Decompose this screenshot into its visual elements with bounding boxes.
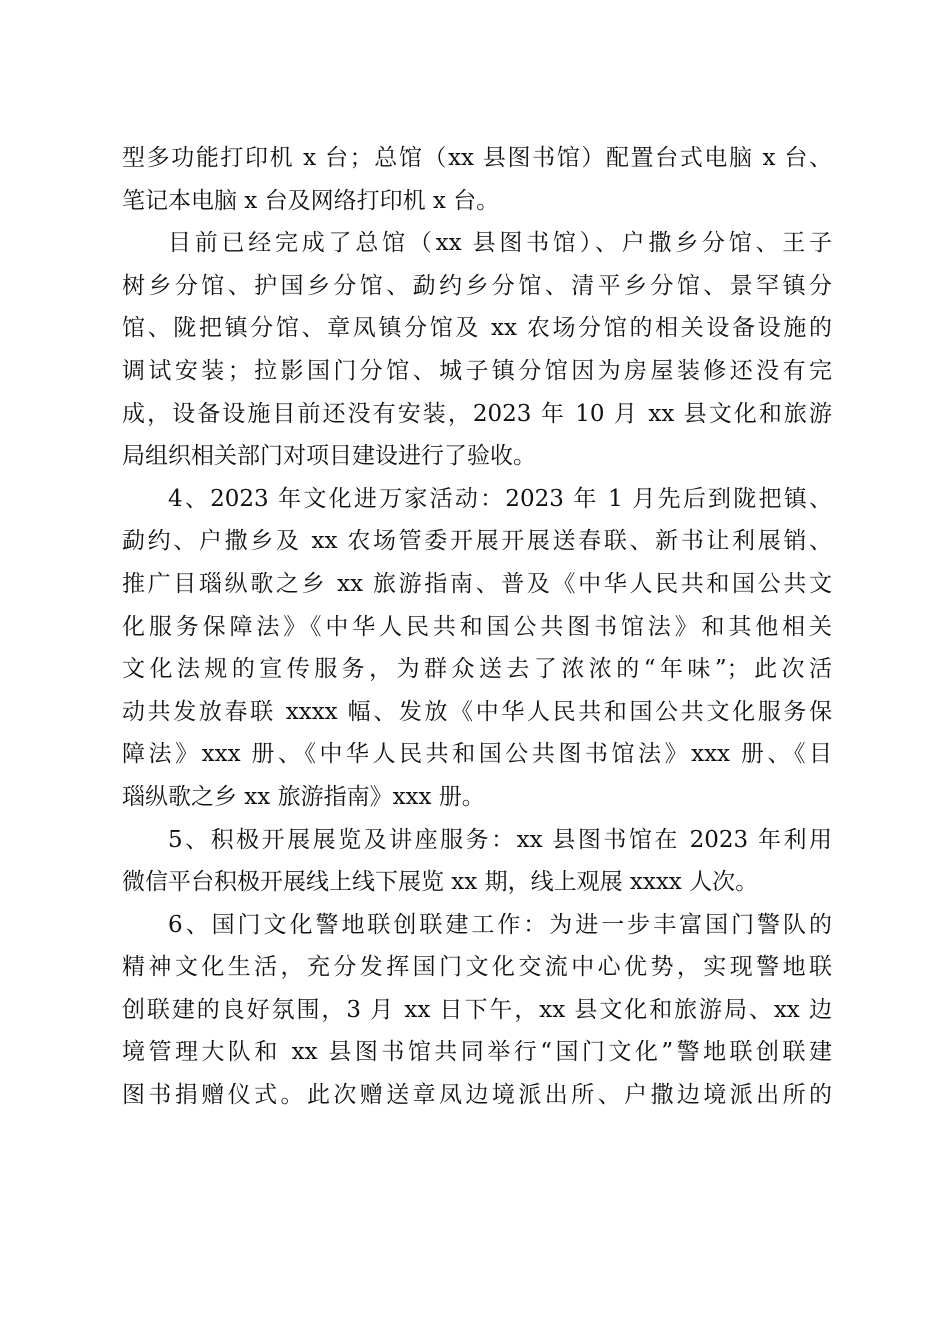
text-line: 调试安装；拉影国门分馆、城子镇分馆因为房屋装修还没有完 [122,357,832,384]
text-line: 微信平台积极开展线上线下展览 xx 期，线上观展 xxxx 人次。 [122,869,759,896]
paragraph-start-line: 6、国门文化警地联创联建工作：为进一步丰富国门警队的 [168,911,832,938]
text-line: 瑙纵歌之乡 xx 旅游指南》xxx 册。 [122,783,485,810]
text-line: 精神文化生活，充分发挥国门文化交流中心优势，实现警地联 [122,954,832,981]
text-line: 型多功能打印机 x 台；总馆（xx 县图书馆）配置台式电脑 x 台、 [122,145,832,171]
text-line: 树乡分馆、护国乡分馆、勐约乡分馆、清平乡分馆、景罕镇分 [122,272,832,299]
text-line: 创联建的良好氛围，3 月 xx 日下午，xx 县文化和旅游局、xx 边 [122,996,832,1023]
text-line: 文化法规的宣传服务，为群众送去了浓浓的“年味”；此次活 [122,656,832,683]
paragraph-start-line: 5、积极开展展览及讲座服务：xx 县图书馆在 2023 年利用 [168,826,832,853]
text-line: 推广目瑙纵歌之乡 xx 旅游指南、普及《中华人民共和国公共文 [122,570,832,597]
text-line: 笔记本电脑 x 台及网络打印机 x 台。 [122,187,500,214]
text-line: 勐约、户撒乡及 xx 农场管委开展开展送春联、新书让利展销、 [122,528,832,555]
text-line: 馆、陇把镇分馆、章凤镇分馆及 xx 农场分馆的相关设备设施的 [122,315,832,342]
text-line: 局组织相关部门对项目建设进行了验收。 [122,443,536,470]
paragraph-start-line: 4、2023 年文化进万家活动：2023 年 1 月先后到陇把镇、 [168,485,832,512]
paragraph-start-line: 目前已经完成了总馆（xx 县图书馆）、户撒乡分馆、王子 [168,230,832,257]
text-line: 图书捐赠仪式。此次赠送章凤边境派出所、户撒边境派出所的 [122,1082,832,1109]
body-text [122,137,832,1117]
text-line: 境管理大队和 xx 县图书馆共同举行“国门文化”警地联创联建 [122,1039,832,1066]
text-line: 成，设备设施目前还没有安装，2023 年 10 月 xx 县文化和旅游 [122,400,832,427]
text-line: 动共发放春联 xxxx 幅、发放《中华人民共和国公共文化服务保 [122,698,832,725]
text-line: 障法》xxx 册、《中华人民共和国公共图书馆法》xxx 册、《目 [122,741,832,768]
text-line: 化服务保障法》《中华人民共和国公共图书馆法》和其他相关 [122,613,832,640]
